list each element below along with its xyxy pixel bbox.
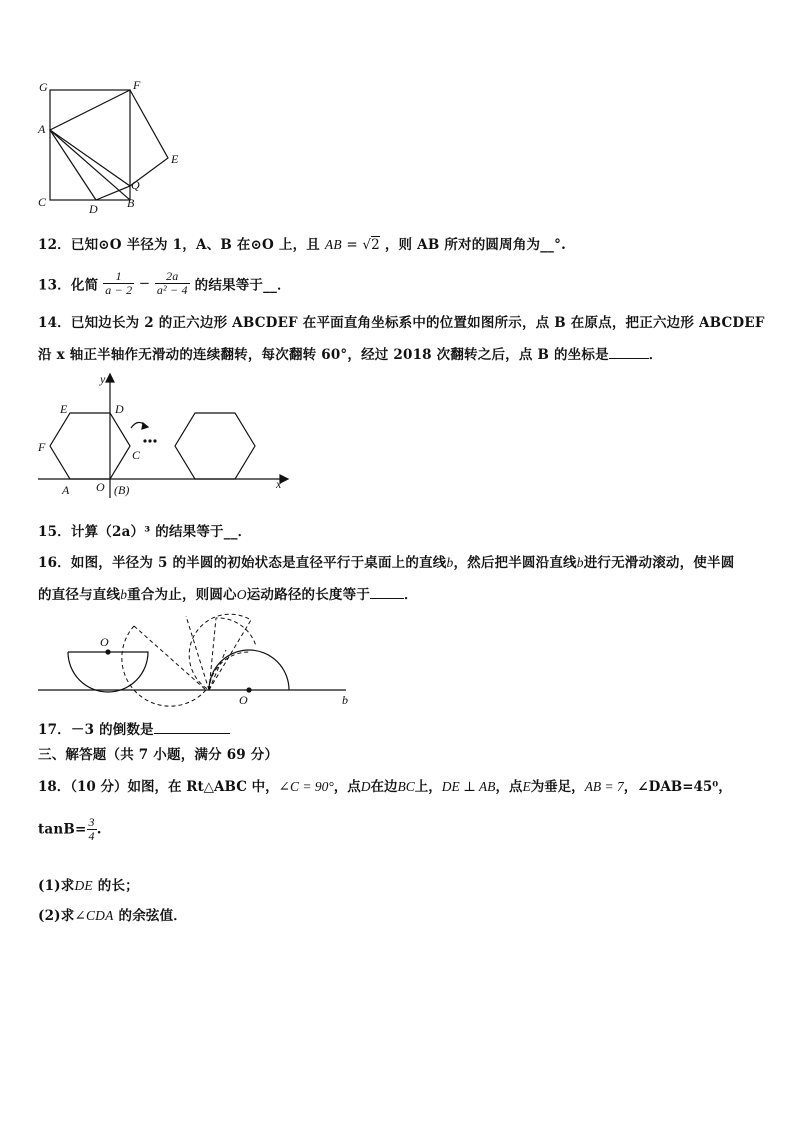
label-q: Q	[131, 178, 140, 192]
q12-suffix: ，则 AB 所对的圆周角为__°.	[384, 237, 566, 253]
q18-tan-num: 3	[88, 815, 95, 829]
q12-math-rad: 2	[371, 237, 380, 253]
question-18-part-2	[38, 904, 187, 924]
q12-math-ab: AB	[324, 237, 342, 252]
label-f: F	[38, 440, 46, 454]
sqrt-symbol: √	[362, 237, 372, 253]
q16-l2-d: O	[236, 587, 247, 602]
q18-point-e: E	[522, 779, 531, 794]
q17-text: 17．－3 的倒数是	[38, 722, 154, 738]
q18-tan-suffix: .	[96, 821, 102, 838]
q18-p2-c: 的余弦值．	[113, 908, 187, 924]
ellipsis-dots-icon	[143, 439, 156, 442]
label-c: C	[132, 448, 141, 462]
q18-ab7: AB = 7	[584, 779, 624, 794]
question-15: 15．计算（2a）³ 的结果等于__．	[38, 524, 252, 540]
figure-hexagon-rolling	[34, 370, 294, 505]
hexagon-abcdef	[50, 413, 130, 479]
q18-a: 18．（10 分）如图，在 Rt△ABC 中，	[38, 779, 279, 795]
q12-prefix: 12．已知⊙O 半径为 1，A、B 在⊙O 上，且	[38, 237, 321, 253]
label-e: E	[171, 152, 179, 166]
y-axis-arrow	[106, 374, 114, 382]
q17-answer-blank	[154, 721, 230, 734]
q16-l1-b: b	[446, 555, 454, 570]
q18-bc: BC	[397, 779, 415, 794]
q18-p2-a: (2)求	[38, 908, 75, 924]
q18-p1-c: 的长；	[92, 878, 139, 894]
q18-f: 为垂足，	[530, 779, 585, 795]
q16-l2-e: 运动路径的长度等于	[246, 587, 371, 603]
tilted-diameter-a	[186, 616, 209, 690]
q12-math-eq: =	[341, 237, 363, 253]
label-o-final: O	[239, 693, 248, 707]
q18-c: 在边	[370, 779, 398, 795]
segment-dq	[96, 186, 130, 200]
hexagon-rolled	[175, 413, 255, 479]
q14-answer-blank	[609, 346, 649, 359]
tilted-diameter-b	[209, 650, 226, 690]
q13-minus: −	[134, 275, 155, 292]
center-o-initial	[105, 649, 110, 654]
q18-tan-den: 4	[88, 829, 95, 843]
q18-perp: DE ⊥ AB	[441, 779, 496, 794]
question-16-line-2	[38, 583, 418, 603]
q18-tan-prefix: tanB=	[38, 821, 87, 838]
q16-l1-d: b	[576, 555, 584, 570]
q13-suffix: 的结果等于__．	[194, 277, 291, 294]
q18-g: ，∠DAB=45⁰，	[623, 779, 732, 795]
label-e: E	[60, 402, 68, 416]
center-o-final	[246, 687, 251, 692]
figure-square-construction	[30, 76, 190, 216]
label-g: G	[39, 80, 48, 94]
question-18-tan	[38, 816, 102, 843]
q18-angle-c: ∠C = 90°	[278, 779, 334, 794]
q13-fraction-2	[155, 270, 190, 297]
q13-frac2-den: a² − 4	[156, 283, 188, 297]
question-18-part-1	[38, 874, 139, 894]
q14-line2-end: ．	[648, 347, 663, 363]
q13-fraction-1	[103, 270, 134, 297]
label-b-origin: (B)	[114, 483, 130, 497]
q13-frac1-num: 1	[103, 270, 134, 284]
label-o: O	[96, 480, 105, 494]
q18-p1-b: DE	[74, 878, 93, 893]
q16-l2-b: b	[120, 587, 128, 602]
question-16-line-1	[38, 551, 734, 571]
label-b: b	[342, 693, 348, 707]
label-d: D	[115, 402, 124, 416]
label-o-initial: O	[100, 635, 109, 649]
q18-d: D	[360, 779, 371, 794]
q16-answer-blank	[370, 586, 404, 599]
question-12	[38, 233, 566, 253]
q18-p1-a: (1)求	[38, 878, 75, 894]
question-17	[38, 718, 230, 738]
q13-prefix: 13．化简	[38, 277, 99, 294]
rotation-arrowhead	[142, 423, 148, 429]
q16-l1-e: 进行无滑动滚动，使半圆	[583, 555, 735, 571]
semicircle-tilted-4	[209, 652, 250, 690]
q13-frac2-num: 2a	[155, 270, 190, 284]
label-a: A	[62, 483, 70, 497]
q16-l2-a: 的直径与直线	[38, 587, 121, 603]
figure-rolling-semicircle	[36, 606, 356, 710]
q16-l2-end: ．	[404, 587, 418, 603]
question-14-line-1: 14．已知边长为 2 的正六边形 ABCDEF 在平面直角坐标系中的位置如图所示，点 B 在原点，把正六边形 ABCDEF	[38, 315, 765, 331]
q18-p2-b: ∠CDA	[74, 908, 114, 923]
square-afeq	[50, 90, 168, 186]
q13-frac1-den: a − 2	[105, 283, 133, 297]
q16-l1-c: ，然后把半圆沿直线	[453, 555, 577, 571]
question-18-line-1	[38, 775, 732, 795]
q18-d-text: 上，	[414, 779, 442, 795]
label-c: C	[38, 195, 47, 209]
label-d: D	[89, 202, 98, 216]
semicircle-initial	[68, 652, 148, 692]
q14-line2-text: 沿 x 轴正半轴作无滑动的连续翻转，每次翻转 60°，经过 2018 次翻转之后，点 B 的坐标是	[38, 347, 609, 363]
q16-l2-c: 重合为止，则圆心	[127, 587, 237, 603]
q18-b: ，点	[333, 779, 361, 795]
q18-tan-fraction	[87, 816, 97, 843]
label-b: B	[127, 196, 135, 210]
segment-ab	[50, 130, 130, 200]
square-gcbf	[50, 90, 130, 200]
label-a: A	[38, 122, 46, 136]
question-13	[38, 270, 291, 297]
label-y: y	[100, 372, 106, 386]
question-14-line-2	[38, 343, 662, 363]
q18-e: ，点	[495, 779, 523, 795]
q16-l1-a: 16．如图，半径为 5 的半圆的初始状态是直径平行于桌面上的直线	[38, 555, 447, 571]
section-3-title: 三、解答题（共 7 小题，满分 69 分）	[38, 747, 279, 763]
label-f: F	[133, 78, 141, 92]
label-x: x	[276, 477, 282, 491]
